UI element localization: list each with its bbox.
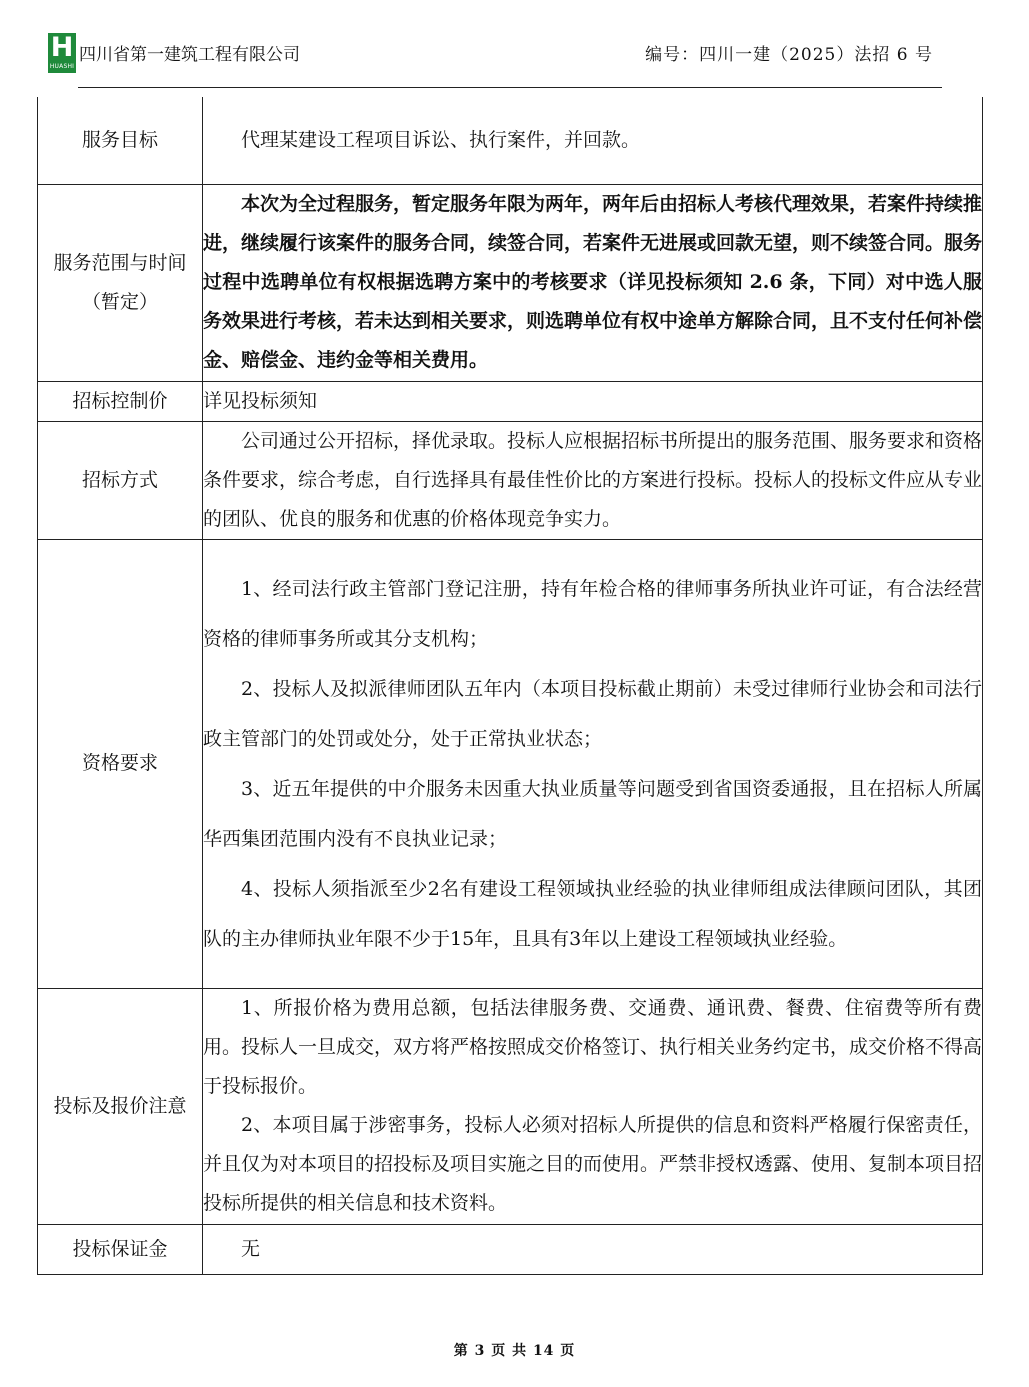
quote-note-item: 2、本项目属于涉密事务，投标人必须对招标人所提供的信息和资料严格履行保密责任，并且仅为对本项目的招投标及项目实施之目的而使用。严禁非授权透露、使用、复制本项目招投标所提供的相关信息和技术资料。	[203, 1114, 983, 1214]
bid-method-text: 公司通过公开招标，择优录取。投标人应根据招标书所提出的服务范围、服务要求和资格条件要求，综合考虑，自行选择具有最佳性价比的方案进行投标。投标人的投标文件应从专业的团队、优良的服务和优惠的价格体现竞争实力。	[203, 429, 983, 530]
logo-text: HUASHI	[49, 63, 75, 70]
content-quote-notes	[203, 988, 983, 1224]
qualification-item: 1、经司法行政主管部门登记注册，持有年检合格的律师事务所执业许可证，有合法经营资格的律师事务所或其分支机构；	[203, 577, 982, 650]
qualification-item: 4、投标人须指派至少2名有建设工程领域执业经验的执业律师组成法律顾问团队，其团队的主办律师执业年限不少于15年，且具有3年以上建设工程领域执业经验。	[203, 877, 982, 950]
row-bid-method	[38, 421, 983, 539]
content-qualification	[203, 539, 983, 988]
header-divider	[78, 87, 942, 88]
row-quote-notes	[38, 988, 983, 1224]
company-name: 四川省第一建筑工程有限公司	[79, 45, 300, 65]
label-qualification: 资格要求	[38, 539, 203, 988]
row-control-price	[38, 381, 983, 421]
content-deposit	[203, 1224, 983, 1274]
label-quote-notes: 投标及报价注意	[38, 988, 203, 1224]
control-price-text: 详见投标须知	[203, 389, 318, 412]
row-qualification	[38, 539, 983, 988]
label-service-scope: 服务范围与时间（暂定）	[38, 184, 203, 381]
content-service-scope	[203, 184, 983, 381]
content-control-price	[203, 381, 983, 421]
page-header	[45, 32, 945, 76]
service-scope-text: 本次为全过程服务，暂定服务年限为两年，两年后由招标人考核代理效果，若案件持续推进，继续履行该案件的服务合同，续签合同，若案件无进展或回款无望，则不续签合同。服务过程中选聘单位有权根据选聘方案中的考核要求（详见投标须知 2.6 条，下同）对中选人服务效果进行考核，若未达到相关要求，则选聘单位有权中途单方解除合同，且不支付任何补偿金、赔偿金、违约金等相关费用。	[203, 193, 983, 371]
document-number: 编号：四川一建（2025）法招 6 号	[645, 45, 933, 65]
page-number: 第 3 页 共 14 页	[453, 1343, 576, 1359]
row-deposit	[38, 1224, 983, 1274]
row-service-scope	[38, 184, 983, 381]
logo-mark: H	[50, 32, 74, 63]
tender-info-table	[37, 97, 983, 1275]
deposit-text: 无	[241, 1237, 261, 1260]
label-control-price: 招标控制价	[38, 381, 203, 421]
label-bid-method: 招标方式	[38, 421, 203, 539]
service-goal-text: 代理某建设工程项目诉讼、执行案件，并回款。	[241, 128, 641, 151]
label-service-goal: 服务目标	[38, 97, 203, 184]
qualification-item: 2、投标人及拟派律师团队五年内（本项目投标截止期前）未受过律师行业协会和司法行政主管部门的处罚或处分，处于正常执业状态；	[203, 677, 982, 750]
content-bid-method	[203, 421, 983, 539]
qualification-item: 3、近五年提供的中介服务未因重大执业质量等问题受到省国资委通报，且在招标人所属华西集团范围内没有不良执业记录；	[203, 777, 982, 850]
content-service-goal	[203, 97, 983, 184]
row-service-goal	[38, 97, 983, 184]
company-logo	[48, 33, 76, 73]
label-deposit: 投标保证金	[38, 1224, 203, 1274]
quote-note-item: 1、所报价格为费用总额，包括法律服务费、交通费、通讯费、餐费、住宿费等所有费用。投标人一旦成交，双方将严格按照成交价格签订、执行相关业务约定书，成交价格不得高于投标报价。	[203, 997, 983, 1097]
